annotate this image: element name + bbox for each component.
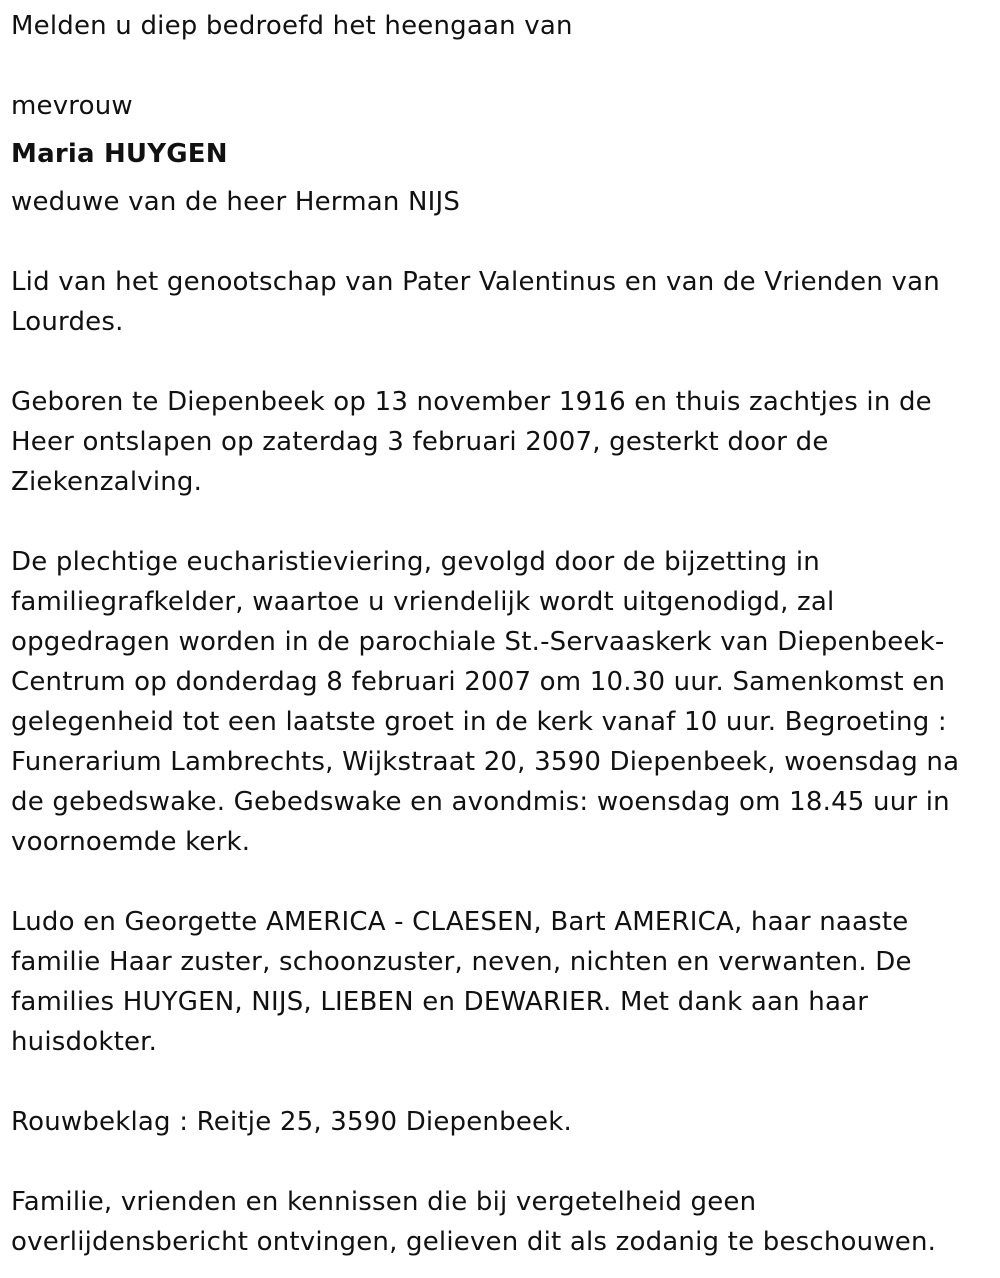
ceremony-line: voornoemde kerk.: [11, 827, 251, 857]
closing-line: Familie, vrienden en kennissen die bij vergetelheid geen: [11, 1187, 757, 1217]
family-line: huisdokter.: [11, 1027, 158, 1057]
ceremony-line: gelegenheid tot een laatste groet in de kerk vanaf 10 uur. Begroeting :: [11, 707, 947, 737]
ceremony-line: Centrum op donderdag 8 februari 2007 om 10.30 uur. Samenkomst en: [11, 667, 946, 697]
membership-line: Lid van het genootschap van Pater Valentinus en van de Vrienden van: [11, 267, 940, 297]
condolences-address: Rouwbeklag : Reitje 25, 3590 Diepenbeek.: [11, 1107, 572, 1137]
family-line: Ludo en Georgette AMERICA - CLAESEN, Bart AMERICA, haar naaste: [11, 907, 909, 937]
title-prefix: mevrouw: [11, 91, 133, 121]
ceremony-line: Funerarium Lambrechts, Wijkstraat 20, 3590 Diepenbeek, woensdag na: [11, 747, 960, 777]
ceremony-line: De plechtige eucharistieviering, gevolgd door de bijzetting in: [11, 547, 820, 577]
family-line: families HUYGEN, NIJS, LIEBEN en DEWARIER. Met dank aan haar: [11, 987, 869, 1017]
ceremony-line: opgedragen worden in de parochiale St.-Servaaskerk van Diepenbeek-: [11, 627, 945, 657]
intro-text: Melden u diep bedroefd het heengaan van: [11, 11, 573, 41]
closing-line: overlijdensbericht ontvingen, gelieven dit als zodanig te beschouwen.: [11, 1227, 937, 1257]
deceased-name: Maria HUYGEN: [11, 139, 228, 169]
birth-death-line: Geboren te Diepenbeek op 13 november 1916 en thuis zachtjes in de: [11, 387, 932, 417]
birth-death-line: Heer ontslapen op zaterdag 3 februari 2007, gesterkt door de: [11, 427, 829, 457]
birth-death-line: Ziekenzalving.: [11, 467, 203, 497]
ceremony-line: familiegrafkelder, waartoe u vriendelijk wordt uitgenodigd, zal: [11, 587, 835, 617]
ceremony-line: de gebedswake. Gebedswake en avondmis: woensdag om 18.45 uur in: [11, 787, 950, 817]
family-line: familie Haar zuster, schoonzuster, neven, nichten en verwanten. De: [11, 947, 912, 977]
membership-line: Lourdes.: [11, 307, 124, 337]
widow-of: weduwe van de heer Herman NIJS: [11, 187, 461, 217]
